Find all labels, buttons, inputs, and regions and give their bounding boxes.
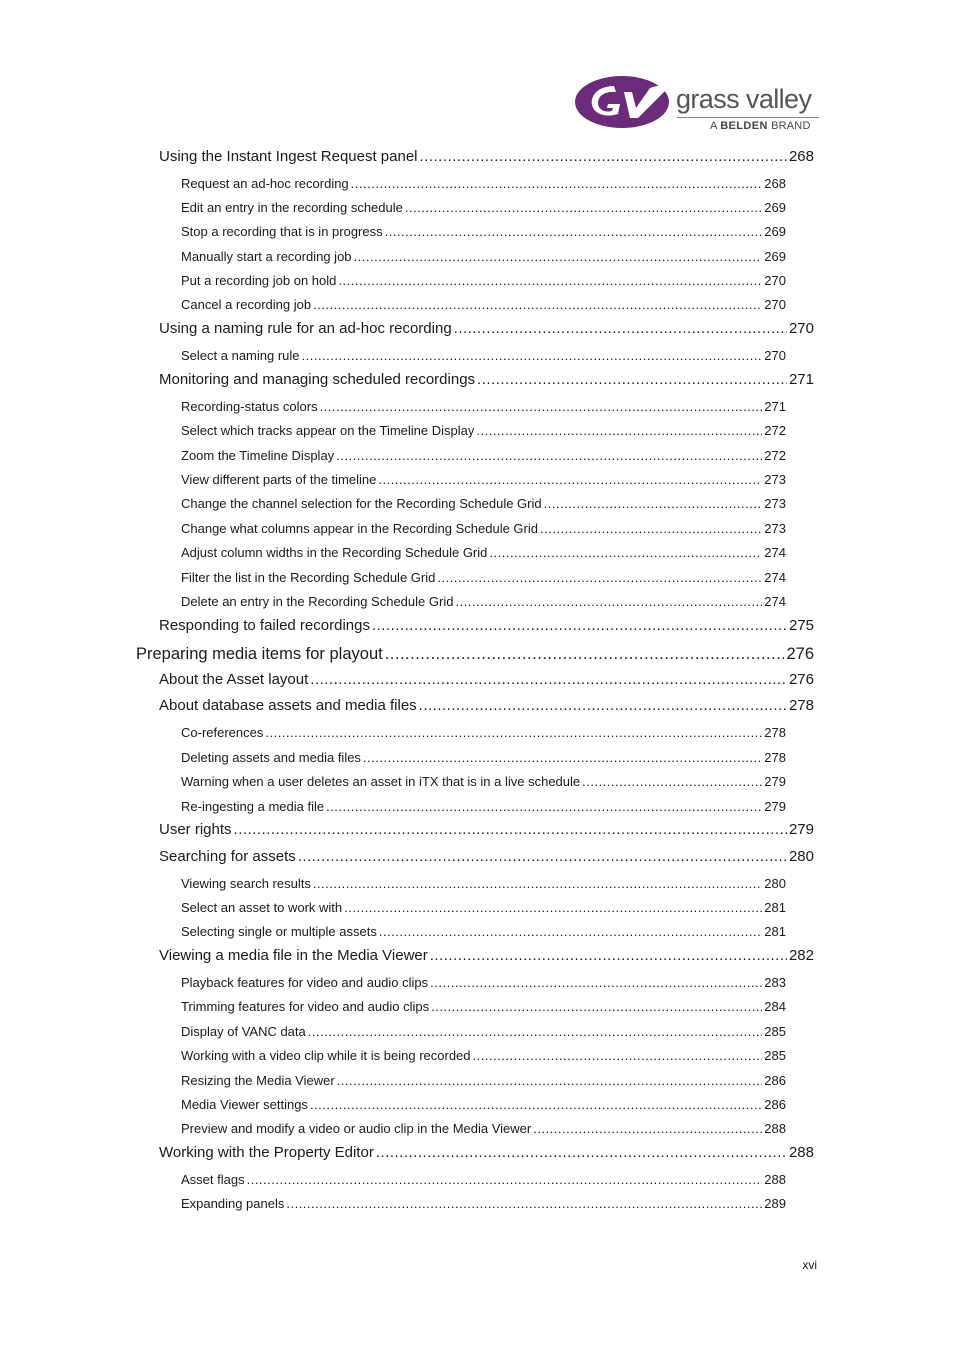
toc-entry-title: Using a naming rule for an ad-hoc recording xyxy=(159,320,452,337)
toc-entry-page: 272 xyxy=(764,423,786,438)
toc-entry-title: Viewing search results xyxy=(181,876,311,891)
toc-entry[interactable] xyxy=(181,249,786,264)
toc-dot-leader xyxy=(405,200,762,215)
toc-entry-title: About the Asset layout xyxy=(159,671,309,688)
toc-entry-title: Playback features for video and audio clips xyxy=(181,975,429,990)
toc-dot-leader xyxy=(338,273,762,288)
toc-entry-title: Stop a recording that is in progress xyxy=(181,224,383,239)
toc-entry[interactable] xyxy=(181,224,786,239)
toc-entry-page: 273 xyxy=(764,496,786,511)
toc-entry-title: Responding to failed recordings xyxy=(159,617,370,634)
toc-entry-page: 281 xyxy=(764,900,786,915)
toc-entry-title: Preview and modify a video or audio clip in the Media Viewer xyxy=(181,1121,532,1136)
toc-entry[interactable] xyxy=(181,1196,786,1211)
toc-entry[interactable] xyxy=(181,399,786,414)
toc-entry-title: Display of VANC data xyxy=(181,1024,306,1039)
toc-dot-leader xyxy=(454,320,787,337)
toc-entry-page: 273 xyxy=(764,521,786,536)
toc-entry[interactable] xyxy=(159,697,814,714)
toc-dot-leader xyxy=(247,1172,763,1187)
toc-entry[interactable] xyxy=(181,570,786,585)
toc-entry-title: Put a recording job on hold xyxy=(181,273,337,288)
toc-entry-page: 270 xyxy=(764,273,786,288)
toc-dot-leader xyxy=(420,148,787,165)
toc-entry[interactable] xyxy=(136,645,814,664)
page-number: xvi xyxy=(802,1258,817,1272)
toc-dot-leader xyxy=(302,348,763,363)
toc-entry-page: 274 xyxy=(764,570,786,585)
toc-entry[interactable] xyxy=(181,799,786,814)
toc-entry-page: 269 xyxy=(764,224,786,239)
toc-entry-page: 269 xyxy=(764,200,786,215)
toc-entry-title: Asset flags xyxy=(181,1172,245,1187)
toc-entry[interactable] xyxy=(159,148,814,165)
toc-dot-leader xyxy=(540,521,762,536)
toc-entry-page: 288 xyxy=(788,1144,814,1161)
toc-entry-title: Co-references xyxy=(181,725,264,740)
toc-dot-leader xyxy=(489,545,762,560)
toc-entry-page: 279 xyxy=(764,774,786,789)
toc-dot-leader xyxy=(326,799,762,814)
toc-dot-leader xyxy=(298,848,787,865)
toc-entry-title: Preparing media items for playout xyxy=(136,645,383,663)
toc-dot-leader xyxy=(385,645,785,664)
toc-entry-page: 282 xyxy=(788,947,814,964)
toc-dot-leader xyxy=(379,924,762,939)
toc-entry-page: 281 xyxy=(764,924,786,939)
toc-entry-page: 270 xyxy=(764,348,786,363)
toc-entry-title: User rights xyxy=(159,821,232,838)
toc-dot-leader xyxy=(455,594,762,609)
toc-entry[interactable] xyxy=(181,1048,786,1063)
toc-entry-page: 286 xyxy=(764,1097,786,1112)
toc-dot-leader xyxy=(320,399,763,414)
toc-dot-leader xyxy=(419,697,787,714)
toc-entry-page: 275 xyxy=(788,617,814,634)
toc-dot-leader xyxy=(363,750,762,765)
toc-dot-leader xyxy=(476,423,762,438)
toc-dot-leader xyxy=(430,947,787,964)
toc-entry[interactable] xyxy=(181,521,786,536)
toc-entry-title: Select which tracks appear on the Timeline Display xyxy=(181,423,475,438)
toc-entry-title: Manually start a recording job xyxy=(181,249,352,264)
toc-entry-page: 278 xyxy=(764,750,786,765)
toc-entry-title: Expanding panels xyxy=(181,1196,285,1211)
toc-entry[interactable] xyxy=(159,947,814,964)
toc-entry-title: Cancel a recording job xyxy=(181,297,312,312)
toc-entry[interactable] xyxy=(181,448,786,463)
toc-entry[interactable] xyxy=(181,1024,786,1039)
logo-tagline-suffix: BRAND xyxy=(771,120,811,132)
toc-entry[interactable] xyxy=(181,1121,786,1136)
toc-dot-leader xyxy=(344,900,762,915)
toc-entry-title: Re-ingesting a media file xyxy=(181,799,325,814)
toc-entry[interactable] xyxy=(181,423,786,438)
toc-entry-page: 278 xyxy=(788,697,814,714)
toc-entry-title: Change what columns appear in the Recording Schedule Grid xyxy=(181,521,538,536)
toc-entry-title: Edit an entry in the recording schedule xyxy=(181,200,403,215)
toc-dot-leader xyxy=(310,671,787,688)
toc-entry-page: 276 xyxy=(786,645,814,663)
toc-entry[interactable] xyxy=(181,975,786,990)
toc-dot-leader xyxy=(351,176,763,191)
toc-entry-title: Deleting assets and media files xyxy=(181,750,361,765)
toc-dot-leader xyxy=(582,774,762,789)
toc-entry[interactable] xyxy=(181,176,786,191)
toc-entry-title: Zoom the Timeline Display xyxy=(181,448,335,463)
toc-entry-page: 280 xyxy=(788,848,814,865)
toc-entry-page: 280 xyxy=(764,876,786,891)
toc-entry-page: 268 xyxy=(788,148,814,165)
toc-entry-page: 286 xyxy=(764,1073,786,1088)
toc-entry-title: Viewing a media file in the Media Viewer xyxy=(159,947,428,964)
toc-dot-leader xyxy=(336,448,762,463)
toc-dot-leader xyxy=(337,1073,763,1088)
toc-entry[interactable] xyxy=(181,200,786,215)
gv-emblem-icon xyxy=(574,72,678,132)
logo-tagline-prefix: A xyxy=(710,120,717,132)
toc-dot-leader xyxy=(378,472,762,487)
toc-entry[interactable] xyxy=(181,545,786,560)
toc-entry[interactable] xyxy=(181,924,786,939)
logo-divider xyxy=(677,117,819,118)
toc-entry-title: Warning when a user deletes an asset in iTX that is in a live schedule xyxy=(181,774,581,789)
toc-entry-page: 269 xyxy=(764,249,786,264)
toc-entry-title: Working with a video clip while it is being recorded xyxy=(181,1048,471,1063)
toc-dot-leader xyxy=(376,1144,787,1161)
toc-entry-page: 271 xyxy=(788,371,814,388)
toc-dot-leader xyxy=(473,1048,763,1063)
toc-dot-leader xyxy=(234,821,787,838)
toc-entry-page: 284 xyxy=(764,999,786,1014)
toc-entry[interactable] xyxy=(159,848,814,865)
toc-entry-title: About database assets and media files xyxy=(159,697,417,714)
toc-entry[interactable] xyxy=(181,876,786,891)
toc-entry-title: Using the Instant Ingest Request panel xyxy=(159,148,418,165)
toc-entry[interactable] xyxy=(181,273,786,288)
toc-entry-title: View different parts of the timeline xyxy=(181,472,377,487)
toc-entry-page: 285 xyxy=(764,1048,786,1063)
toc-entry[interactable] xyxy=(181,594,786,609)
toc-entry[interactable] xyxy=(181,1073,786,1088)
toc-entry[interactable] xyxy=(181,297,786,312)
toc-dot-leader xyxy=(308,1024,763,1039)
toc-entry[interactable] xyxy=(159,617,814,634)
toc-entry-title: Recording-status colors xyxy=(181,399,318,414)
toc-entry-page: 273 xyxy=(764,472,786,487)
toc-entry-title: Searching for assets xyxy=(159,848,296,865)
toc-entry-title: Monitoring and managing scheduled recordings xyxy=(159,371,476,388)
toc-entry-title: Filter the list in the Recording Schedule Grid xyxy=(181,570,436,585)
toc-entry-page: 272 xyxy=(764,448,786,463)
toc-entry-title: Request an ad-hoc recording xyxy=(181,176,349,191)
toc-entry-page: 270 xyxy=(764,297,786,312)
toc-entry[interactable] xyxy=(181,900,786,915)
toc-dot-leader xyxy=(265,725,762,740)
toc-entry-title: Resizing the Media Viewer xyxy=(181,1073,335,1088)
toc-entry-title: Select an asset to work with xyxy=(181,900,343,915)
toc-entry-page: 274 xyxy=(764,545,786,560)
toc-entry[interactable] xyxy=(181,725,786,740)
toc-dot-leader xyxy=(533,1121,762,1136)
toc-entry[interactable] xyxy=(181,774,786,789)
toc-entry-page: 268 xyxy=(764,176,786,191)
toc-entry-page: 270 xyxy=(788,320,814,337)
toc-dot-leader xyxy=(286,1196,762,1211)
toc-entry-title: Change the channel selection for the Recording Schedule Grid xyxy=(181,496,542,511)
toc-entry[interactable] xyxy=(159,821,814,838)
toc-entry-title: Media Viewer settings xyxy=(181,1097,308,1112)
toc-entry[interactable] xyxy=(181,1097,786,1112)
toc-dot-leader xyxy=(354,249,763,264)
logo-tagline xyxy=(710,120,811,132)
toc-dot-leader xyxy=(372,617,787,634)
toc-entry[interactable] xyxy=(181,472,786,487)
toc-entry[interactable] xyxy=(159,320,814,337)
toc-dot-leader xyxy=(385,224,763,239)
toc-dot-leader xyxy=(313,876,762,891)
toc-entry-page: 271 xyxy=(764,399,786,414)
toc-entry-page: 285 xyxy=(764,1024,786,1039)
toc-entry[interactable] xyxy=(159,371,814,388)
toc-entry-page: 276 xyxy=(788,671,814,688)
grass-valley-logo xyxy=(574,70,824,136)
toc-entry[interactable] xyxy=(181,1172,786,1187)
logo-wordmark: grass valley xyxy=(676,84,812,114)
toc-dot-leader xyxy=(313,297,762,312)
toc-entry[interactable] xyxy=(181,496,786,511)
toc-entry-title: Delete an entry in the Recording Schedule Grid xyxy=(181,594,454,609)
toc-entry-page: 274 xyxy=(764,594,786,609)
toc-dot-leader xyxy=(310,1097,762,1112)
toc-dot-leader xyxy=(437,570,762,585)
toc-entry-page: 278 xyxy=(764,725,786,740)
toc-entry-page: 289 xyxy=(764,1196,786,1211)
toc-entry-title: Working with the Property Editor xyxy=(159,1144,374,1161)
toc-entry[interactable] xyxy=(181,750,786,765)
toc-entry[interactable] xyxy=(181,999,786,1014)
toc-entry-title: Selecting single or multiple assets xyxy=(181,924,377,939)
logo-tagline-bold: BELDEN xyxy=(720,120,768,132)
toc-entry[interactable] xyxy=(181,348,786,363)
toc-dot-leader xyxy=(430,975,762,990)
toc-entry[interactable] xyxy=(159,671,814,688)
toc-entry-page: 279 xyxy=(788,821,814,838)
toc-entry-page: 288 xyxy=(764,1121,786,1136)
toc-entry-title: Adjust column widths in the Recording Schedule Grid xyxy=(181,545,488,560)
toc-entry-title: Trimming features for video and audio clips xyxy=(181,999,430,1014)
toc-entry[interactable] xyxy=(159,1144,814,1161)
toc-dot-leader xyxy=(544,496,763,511)
toc-dot-leader xyxy=(431,999,762,1014)
toc-entry-page: 288 xyxy=(764,1172,786,1187)
toc-entry-title: Select a naming rule xyxy=(181,348,300,363)
toc-entry-page: 283 xyxy=(764,975,786,990)
toc-entry-page: 279 xyxy=(764,799,786,814)
toc-dot-leader xyxy=(477,371,787,388)
